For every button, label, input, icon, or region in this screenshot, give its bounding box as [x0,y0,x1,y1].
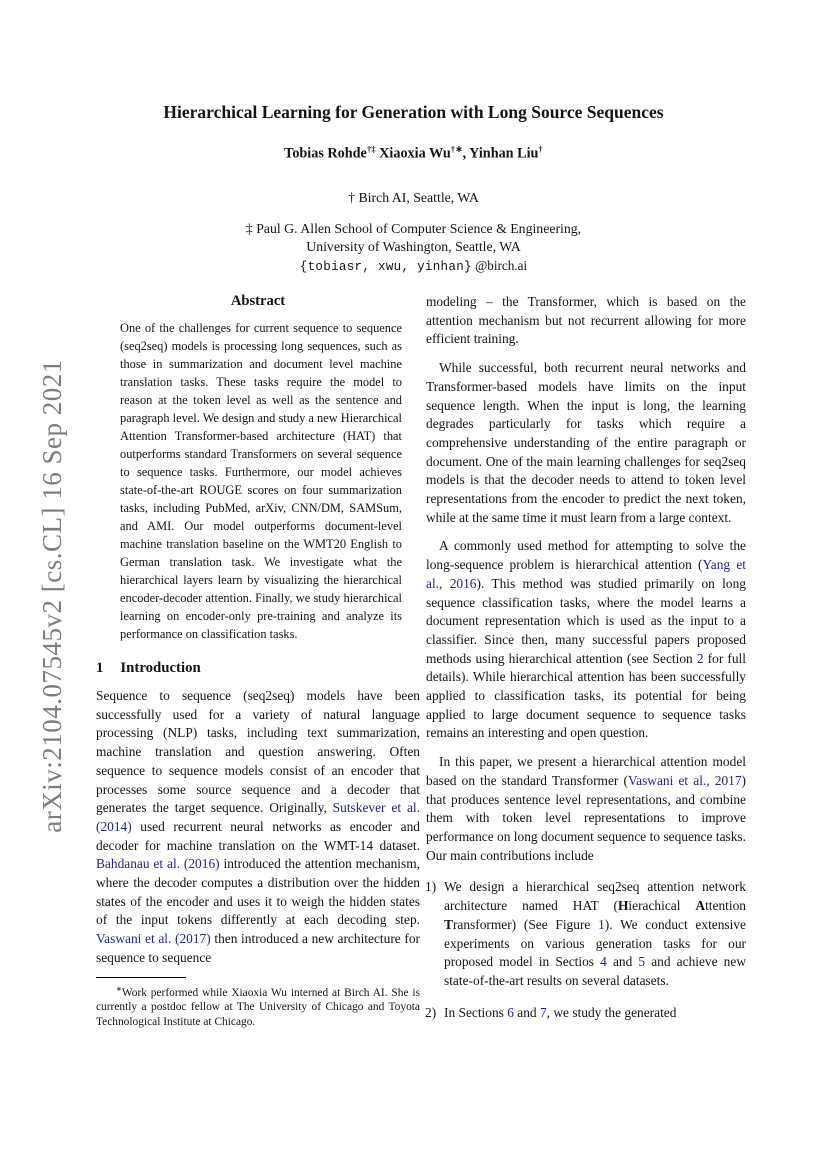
section-1-title: Introduction [120,660,201,676]
text-segment: A commonly used method for attempting to solve the long-sequence problem is hierarchical attention ( [426,538,746,573]
right-column [426,293,746,1022]
text-segment: ierachical [628,898,696,914]
affiliation-allen-school: ‡ Paul G. Allen School of Computer Science & Engineering, [245,220,582,236]
contribution-item-1 [426,878,746,990]
contribution-1-number: 1) [425,879,437,895]
email-line [0,258,827,274]
contribution-2-text [444,1004,746,1023]
affiliation-uw: University of Washington, Seattle, WA [306,238,521,254]
paragraph-sequence-limits: While successful, both recurrent neural networks and Transformer-based models have limits on the input sequence length. When the input is long, the learning degrades particularly for tasks which require a comprehensive understanding of the entire paragraph or document. One of the main learning challenges for seq2seq models is that the decoder needs to attend to token level representations from the encoder to predict the next token, while at the same time it must learn from a large context. [426,360,746,525]
text-segment: for full details). While hierarchical attention has been successfully applied to classification tasks, its potential for being applied to large document sequence to sequence tasks remains an interesting and open question. [426,650,747,741]
citation-link[interactable]: Bahdanau et al. (2016) [96,856,220,872]
text-segment: and [606,954,639,970]
text-segment: A [695,898,706,914]
citation-link[interactable]: 2 [696,650,704,666]
text-segment: and [513,1004,540,1020]
paper-title: Hierarchical Learning for Generation with Long Source Sequences [163,102,664,122]
contribution-2-number: 2) [425,1004,437,1020]
text-segment: ). We conduct extensive experiments on various generation tasks for our proposed model in Sectios [444,916,746,970]
paragraph-hierarchical-attention [426,537,746,743]
citation-link[interactable]: Sutskever et al. (2014) [96,800,420,834]
text-segment: We design a hierarchical seq2seq attention network architecture named HAT ( [444,879,746,914]
text-segment: In Sections [444,1004,508,1020]
paper-header [0,0,827,274]
arxiv-watermark: arXiv:2104.07545v2 [cs.CL] 16 Sep 2021 [37,359,67,833]
author-line [0,144,827,163]
text-segment: In this paper, we present a hierarchical attention model based on the standard Transformer ( [426,754,746,788]
text-segment: Sequence to sequence (seq2seq) models have been successfully used for a variety of natural language processing (NLP) tasks, including text summarization, machine translation and question answering. Often sequence to sequence models consist of an encoder that processes some source sequence and a decoder that generates the target sequence. Originally, [96,688,420,816]
text-segment: Xiaoxia Wu [375,145,451,162]
abstract-heading: Abstract [230,293,286,309]
footnote-marker: ∗ [116,984,122,993]
affiliation-birch: † Birch AI, Seattle, WA [348,189,479,205]
footnote-text: Work performed while Xiaoxia Wu interned at Birch AI. She is currently a postdoc fellow at The University of Chicago and Toyota Technological Institute at Chicago. [96,986,420,1029]
text-segment: then introduced a new architecture for sequence to sequence [96,931,420,965]
citation-link[interactable]: Yang et al., 2016 [426,557,746,591]
text-segment: †‡ [366,144,376,154]
text-segment: ). This method was studied primarily on long sequence classification tasks, where the model learns a document representation which is used as the input to a classifier. Since then, many successful papers proposed methods using hierarchical attention (see Section [426,575,746,666]
contribution-1-text [444,878,746,990]
text-segment: ) that produces sentence level representations, and combine them with token level representations to improve performance on long document sequence to sequence tasks. Our main contributions include [426,772,746,863]
paragraph-contributions-intro [426,753,746,865]
text-segment: , Yinhan Liu [462,145,539,162]
abstract-body: One of the challenges for current sequence to sequence (seq2seq) models is processing long sequences, such as those in summarization and document level machine translation tasks. These tasks require the model to reason at the token level as well as the sentence and paragraph level. We design and study a new Hierarchical Attention Transformer-based architecture (HAT) that outperforms standard Transformers on several sequence to sequence tasks. Furthermore, our model achieves state-of-the-art ROUGE scores on four summarization tasks, including PubMed, arXiv, CNN/DM, SAMSum, and AMI. Our model outperforms document-level machine translation baseline on the WMT20 English to German translation task. We investigate what the hierarchical layers learn by visualizing the hierarchical encoder-decoder attention. Finally, we study hierarchical learning on encoder-only pre-training and analyze its performance on classification tasks. [120,321,402,641]
section-1-number: 1 [96,660,104,676]
citation-link[interactable]: 5 [638,954,646,970]
citation-link[interactable]: 7 [539,1004,547,1020]
text-segment: introduced the attention mechanism, where the decoder computes a distribution over the hidden states of the encoder and uses it to weigh the hidden states of the input tokens differently at each decoding step. [96,856,420,928]
left-column [96,293,420,1030]
footnote-rule [96,977,186,978]
contribution-item-2 [426,1004,746,1023]
citation-link[interactable]: 1 [598,916,605,932]
text-segment: ransformer) (See Figure [452,916,599,932]
text-segment: {tobiasr, xwu, yinhan} [299,259,472,274]
citation-link[interactable]: 6 [507,1004,514,1020]
text-segment: H [617,898,629,914]
citation-link[interactable]: 4 [600,954,607,970]
citation-link[interactable]: Vaswani et al., 2017 [627,772,742,788]
text-segment: ttention [705,898,746,914]
text-segment: and achieve new state-of-the-art results on several datasets. [444,954,746,988]
text-segment: † [538,144,543,154]
text-segment: , we study the generated [546,1004,677,1020]
intro-paragraph [96,687,420,968]
paragraph-transformer-continuation: modeling – the Transformer, which is based on the attention mechanism but not recurrent allowing for more efficient training. [426,294,746,347]
text-segment: T [444,916,453,932]
text-segment: Tobias Rohde [284,145,367,162]
text-segment: †∗ [450,144,463,154]
text-segment: used recurrent neural networks as encoder and decoder for machine translation on the WMT-14 dataset. [96,818,420,853]
section-1-heading [96,660,420,677]
citation-link[interactable]: Vaswani et al. (2017) [96,931,211,947]
footnote [96,982,420,1031]
text-segment: @birch.ai [471,257,528,273]
